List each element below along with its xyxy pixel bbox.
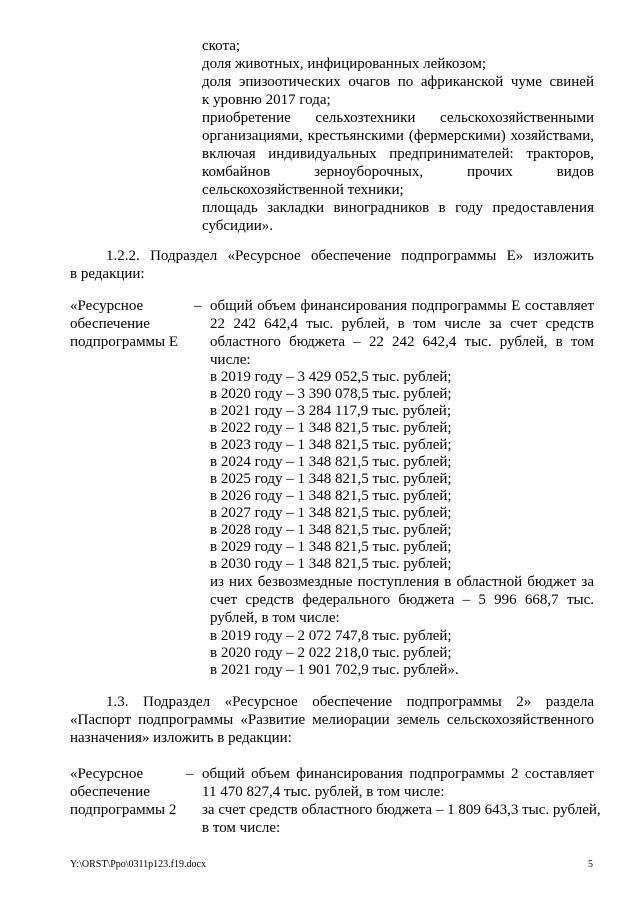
block-e-year-2028: в 2028 году – 1 348 821,5 тыс. рублей; <box>210 522 452 538</box>
intro-line-9: сельскохозяйственной техники; <box>202 182 404 198</box>
intro-line-11: субсидии». <box>202 218 274 234</box>
section-122-line-1: 1.2.2. Подраздел «Ресурсное обеспечение подпрограммы Е» изложить <box>106 248 594 264</box>
block-2-line-2: 11 470 827,4 тыс. рублей, в том числе: <box>202 784 445 800</box>
block-2-line-3: за счет средств областного бюджета – 1 809 643,3 тыс. рублей, <box>202 802 601 818</box>
block-2-line-1: общий объем финансирования подпрограммы 2 составляет <box>202 766 594 782</box>
block-e-federal-2020: в 2020 году – 2 022 218,0 тыс. рублей; <box>210 645 452 661</box>
block-e-federal-line-2: счет средств федерального бюджета – 5 996 668,7 тыс. <box>210 592 594 608</box>
section-122-line-2: в редакции: <box>70 266 145 282</box>
block-e-year-2024: в 2024 году – 1 348 821,5 тыс. рублей; <box>210 454 452 470</box>
intro-line-3: доля эпизоотических очагов по африканской чуме свиней <box>202 74 594 90</box>
block-e-line-1: общий объем финансирования подпрограммы Е составляет <box>210 298 594 314</box>
block-e-label-2: обеспечение <box>70 316 150 332</box>
intro-line-6: организациями, крестьянскими (фермерскими) хозяйствами, <box>202 128 594 144</box>
block-e-label-3: подпрограммы Е <box>70 334 179 350</box>
footer-file-path: Y:\ORST\Ppo\0311p123.f19.docx <box>70 859 206 870</box>
intro-line-10: площадь закладки виноградников в году предоставления <box>202 200 594 216</box>
block-e-year-2023: в 2023 году – 1 348 821,5 тыс. рублей; <box>210 437 452 453</box>
block-2-line-4: в том числе: <box>202 820 281 836</box>
block-e-line-4: числе: <box>210 352 251 368</box>
section-13-line-2: «Паспорт подпрограммы «Развитие мелиорации земель сельскохозяйственного <box>70 712 594 728</box>
block-e-line-3: областного бюджета – 22 242 642,4 тыс. рублей, в том <box>210 334 594 350</box>
block-2-label-2: обеспечение <box>70 784 150 800</box>
block-e-year-2020: в 2020 году – 3 390 078,5 тыс. рублей; <box>210 386 452 402</box>
block-e-year-2022: в 2022 году – 1 348 821,5 тыс. рублей; <box>210 420 452 436</box>
section-13-line-3: назначения» изложить в редакции: <box>70 730 292 746</box>
intro-line-5: приобретение сельхозтехники сельскохозяйственными <box>202 110 594 126</box>
block-e-year-2030: в 2030 году – 1 348 821,5 тыс. рублей; <box>210 556 452 572</box>
block-e-federal-2021: в 2021 году – 1 901 702,9 тыс. рублей». <box>210 662 459 678</box>
intro-line-2: доля животных, инфицированных лейкозом; <box>202 56 487 72</box>
block-e-year-2026: в 2026 году – 1 348 821,5 тыс. рублей; <box>210 488 452 504</box>
intro-line-8: комбайнов зерноуборочных, прочих видов <box>202 164 594 180</box>
section-13-line-1: 1.3. Подраздел «Ресурсное обеспечение подпрограммы 2» раздела <box>106 694 594 710</box>
block-e-label-1: «Ресурсное <box>70 298 144 314</box>
block-e-line-2: 22 242 642,4 тыс. рублей, в том числе за счет средств <box>210 316 594 332</box>
intro-line-4: к уровню 2017 года; <box>202 92 331 108</box>
intro-line-7: включая индивидуальных предпринимателей: тракторов, <box>202 146 594 162</box>
block-e-federal-line-3: рублей, в том числе: <box>210 610 340 626</box>
block-e-federal-line-1: из них безвозмездные поступления в областной бюджет за <box>210 574 594 590</box>
block-e-dash: – <box>194 298 202 314</box>
block-e-year-2027: в 2027 году – 1 348 821,5 тыс. рублей; <box>210 505 452 521</box>
block-e-year-2025: в 2025 году – 1 348 821,5 тыс. рублей; <box>210 471 452 487</box>
block-e-year-2021: в 2021 году – 3 284 117,9 тыс. рублей; <box>210 403 451 419</box>
block-e-year-2019: в 2019 году – 3 429 052,5 тыс. рублей; <box>210 369 452 385</box>
intro-line-1: скота; <box>202 38 241 54</box>
block-e-federal-2019: в 2019 году – 2 072 747,8 тыс. рублей; <box>210 628 452 644</box>
footer-page-number: 5 <box>588 859 593 870</box>
block-2-label-3: подпрограммы 2 <box>70 802 177 818</box>
block-e-year-2029: в 2029 году – 1 348 821,5 тыс. рублей; <box>210 539 452 555</box>
block-2-dash: – <box>186 766 194 782</box>
block-2-label-1: «Ресурсное <box>70 766 144 782</box>
